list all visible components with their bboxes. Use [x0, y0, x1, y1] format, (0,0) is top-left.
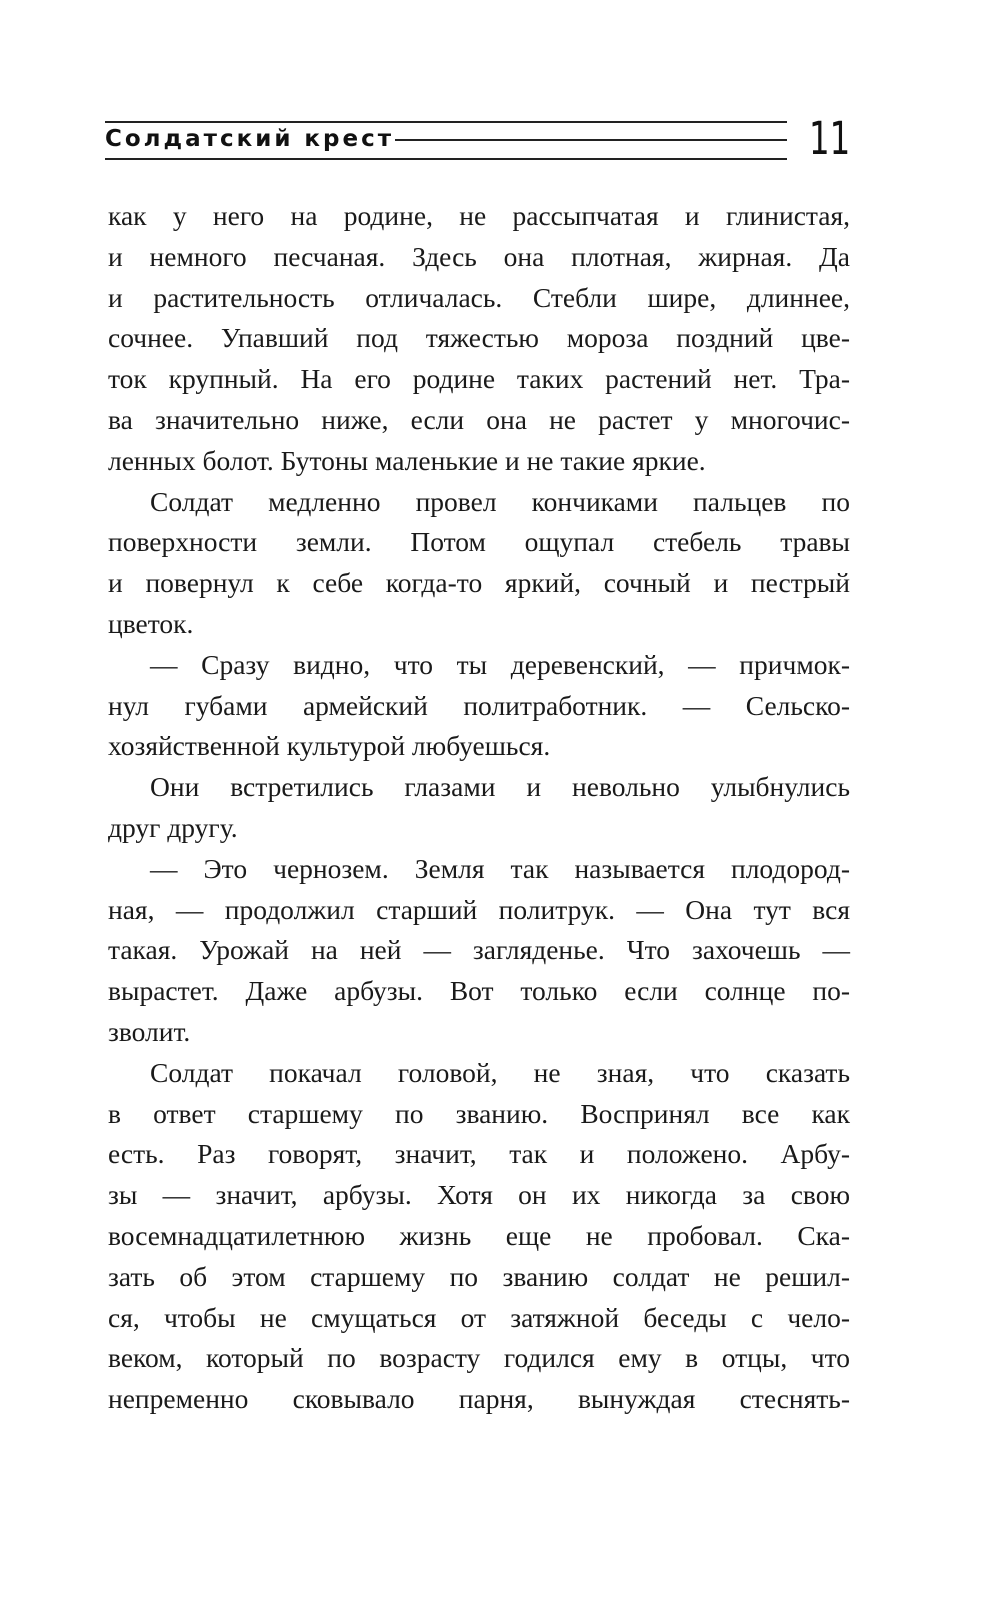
text-line: ва значительно ниже, если она не растет у многочис- — [108, 403, 850, 435]
text-line: Они встретились глазами и невольно улыбнулись — [150, 771, 850, 803]
text-line: зы — значит, арбузы. Хотя он их никогда за свою — [108, 1179, 850, 1211]
paragraph — [108, 645, 850, 767]
text-line: и растительность отличалась. Стебли шире, длиннее, — [108, 281, 850, 313]
text-line: есть. Раз говорят, значит, так и положено. Арбу- — [108, 1138, 850, 1170]
text-line: хозяйственной культурой любуешься. — [108, 730, 551, 762]
text-line: восемнадцатилетнюю жизнь еще не пробовал. Ска- — [108, 1219, 850, 1251]
paragraph — [108, 1053, 850, 1420]
text-line: вырастет. Даже арбузы. Вот только если солнце по- — [108, 975, 850, 1007]
header-rule-top — [105, 121, 787, 123]
text-line: ток крупный. На его родине таких растений нет. Тра- — [108, 363, 850, 395]
text-line: как у него на родине, не рассыпчатая и глинистая, — [108, 200, 850, 231]
text-line: — Это чернозем. Земля так называется плодород- — [150, 852, 850, 884]
text-line: такая. Урожай на ней — загляденье. Что захочешь — — [108, 934, 850, 966]
body-text — [108, 196, 850, 1420]
page-number: 11 — [808, 112, 850, 165]
running-title: Солдатский крест — [105, 126, 395, 152]
text-line: в ответ старшему по званию. Воспринял все как — [108, 1097, 850, 1129]
header-rule-middle — [395, 139, 787, 141]
text-line: ленных болот. Бутоны маленькие и не такие яркие. — [108, 444, 706, 476]
text-line: друг другу. — [108, 811, 238, 843]
paragraph — [108, 482, 850, 645]
text-line: Солдат покачал головой, не зная, что сказать — [150, 1056, 850, 1088]
text-line: сочнее. Упавший под тяжестью мороза поздний цве- — [108, 322, 850, 354]
text-line: зволит. — [108, 1015, 191, 1047]
text-line: непременно сковывало парня, вынуждая стеснять- — [108, 1383, 850, 1415]
header-rule-bottom — [105, 158, 787, 160]
paragraph — [108, 196, 850, 482]
running-header — [105, 112, 850, 178]
text-line: веком, который по возрасту годился ему в отцы, что — [108, 1342, 850, 1374]
text-line: поверхности земли. Потом ощупал стебель травы — [108, 526, 850, 558]
text-line: зать об этом старшему по званию солдат не решил- — [108, 1260, 850, 1292]
text-line: — Сразу видно, что ты деревенский, — причмок- — [150, 648, 850, 680]
text-line: Солдат медленно провел кончиками пальцев по — [150, 485, 850, 517]
text-line: и повернул к себе когда-то яркий, сочный и пестрый — [108, 567, 850, 599]
paragraph — [108, 849, 850, 1053]
text-line: нул губами армейский политработник. — Сельско- — [108, 689, 850, 721]
paragraph — [108, 767, 850, 849]
text-line: ся, чтобы не смущаться от затяжной беседы с чело- — [108, 1301, 850, 1333]
text-line: и немного песчаная. Здесь она плотная, жирная. Да — [108, 240, 850, 272]
text-line: цветок. — [108, 607, 194, 639]
text-line: ная, — продолжил старший политрук. — Она тут вся — [108, 893, 850, 925]
